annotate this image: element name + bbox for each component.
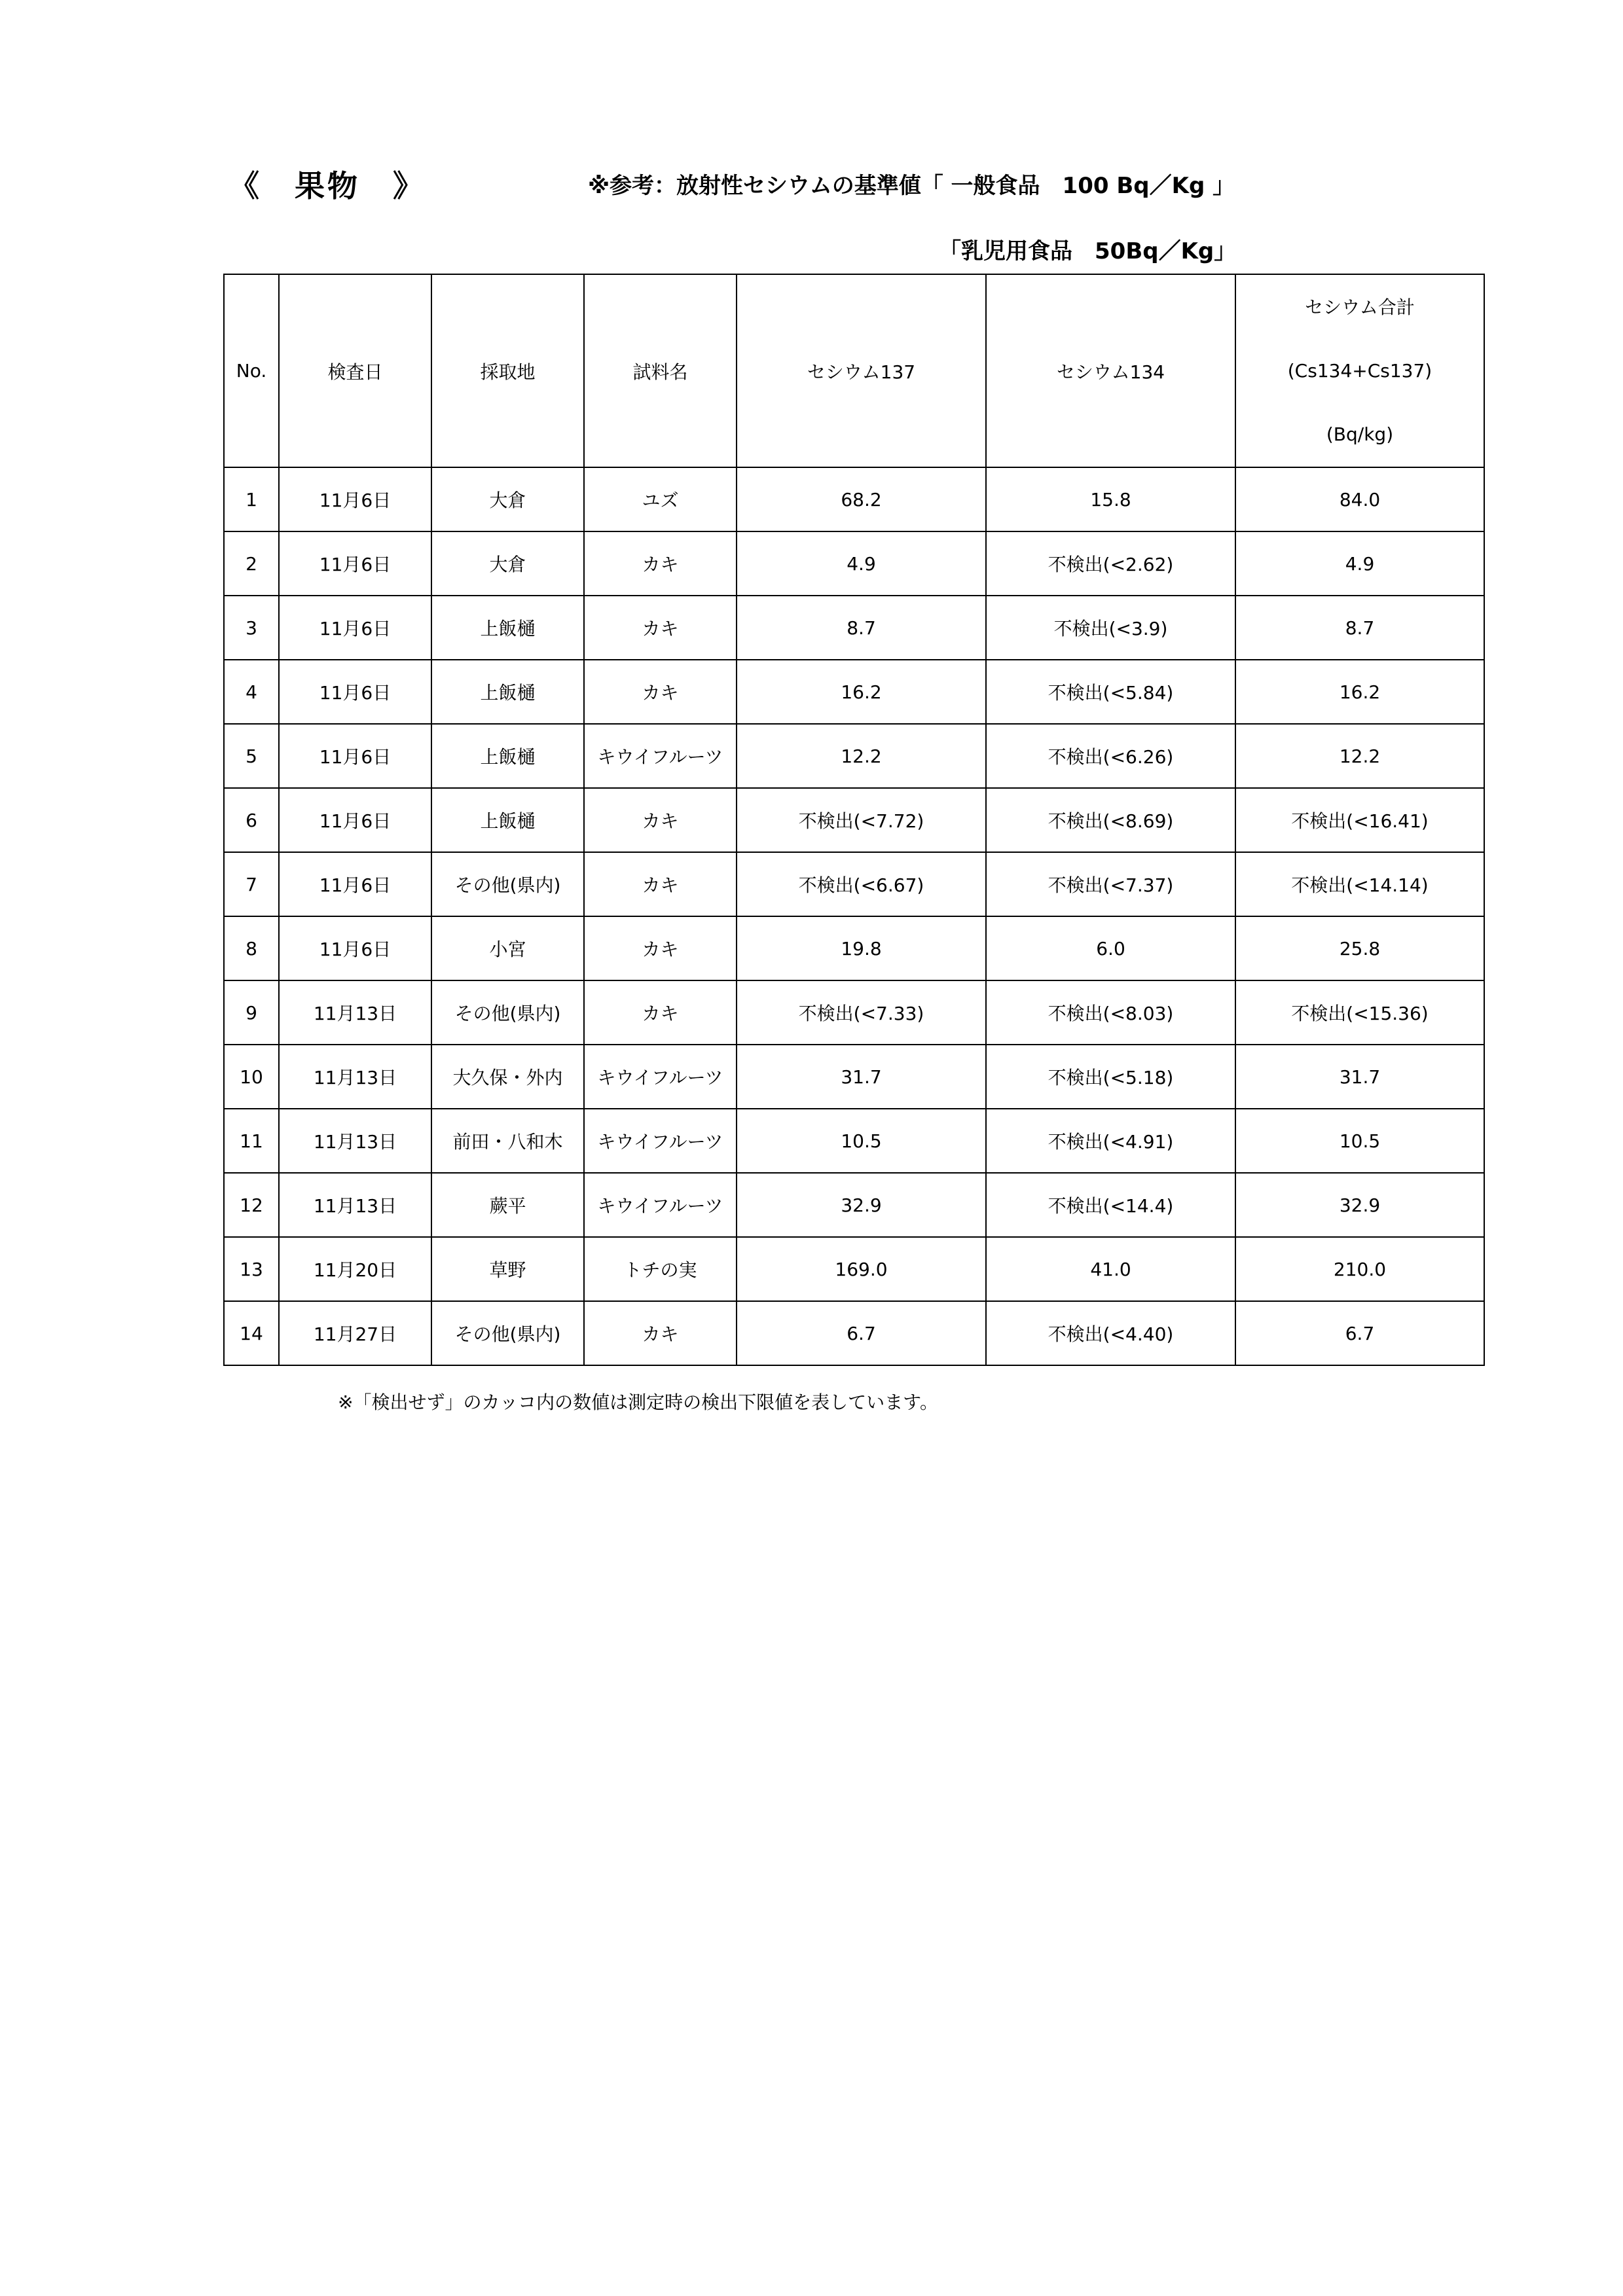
cell-cs137: 10.5	[737, 1109, 986, 1173]
cell-cs137: 169.0	[737, 1237, 986, 1301]
cell-cs137: 31.7	[737, 1045, 986, 1109]
cell-total: 31.7	[1235, 1045, 1484, 1109]
cell-total: 不検出(<14.14)	[1235, 852, 1484, 916]
header-cs134: セシウム134	[986, 274, 1235, 467]
cell-no: 13	[224, 1237, 279, 1301]
table-row	[224, 724, 1484, 788]
table-row	[224, 596, 1484, 660]
table-row	[224, 1109, 1484, 1173]
header-no: No.	[224, 274, 279, 467]
cell-total: 6.7	[1235, 1301, 1484, 1365]
header-sample: 試料名	[584, 274, 737, 467]
cell-no: 3	[224, 596, 279, 660]
cell-cs134: 不検出(<2.62)	[986, 531, 1235, 596]
cell-cs134: 不検出(<8.03)	[986, 980, 1235, 1045]
table-header-row	[224, 274, 1484, 467]
cell-no: 4	[224, 660, 279, 724]
header-total-formula: (Cs134+Cs137)	[1287, 360, 1432, 382]
cell-cs137: 不検出(<7.33)	[737, 980, 986, 1045]
cell-cs137: 不検出(<7.72)	[737, 788, 986, 852]
cell-location: 前田・八和木	[431, 1109, 584, 1173]
cell-no: 1	[224, 467, 279, 531]
cell-date: 11月6日	[279, 467, 431, 531]
cell-no: 5	[224, 724, 279, 788]
cell-total: 84.0	[1235, 467, 1484, 531]
cell-sample: カキ	[584, 660, 737, 724]
cell-no: 14	[224, 1301, 279, 1365]
cell-location: 上飯樋	[431, 660, 584, 724]
table-row	[224, 1173, 1484, 1237]
cell-no: 10	[224, 1045, 279, 1109]
cell-no: 9	[224, 980, 279, 1045]
cell-location: 上飯樋	[431, 596, 584, 660]
cell-total: 8.7	[1235, 596, 1484, 660]
cell-date: 11月6日	[279, 531, 431, 596]
cell-location: その他(県内)	[431, 980, 584, 1045]
cell-sample: キウイフルーツ	[584, 1109, 737, 1173]
cell-total: 10.5	[1235, 1109, 1484, 1173]
header-total	[1235, 274, 1484, 467]
table-row	[224, 916, 1484, 980]
cell-cs137: 4.9	[737, 531, 986, 596]
cell-location: 大久保・外内	[431, 1045, 584, 1109]
cell-no: 2	[224, 531, 279, 596]
cell-cs134: 不検出(<8.69)	[986, 788, 1235, 852]
cell-sample: カキ	[584, 531, 737, 596]
header-date: 検査日	[279, 274, 431, 467]
cell-sample: キウイフルーツ	[584, 724, 737, 788]
cell-date: 11月20日	[279, 1237, 431, 1301]
cell-sample: カキ	[584, 596, 737, 660]
cell-sample: キウイフルーツ	[584, 1173, 737, 1237]
reference-standard-general: ※参考：放射性セシウムの基準値「 一般食品 100 Bq／Kg 」	[588, 173, 1235, 199]
cell-total: 25.8	[1235, 916, 1484, 980]
table-row	[224, 660, 1484, 724]
cell-date: 11月6日	[279, 596, 431, 660]
cell-date: 11月6日	[279, 788, 431, 852]
cell-cs134: 不検出(<5.18)	[986, 1045, 1235, 1109]
cell-location: 大倉	[431, 467, 584, 531]
cell-date: 11月13日	[279, 1045, 431, 1109]
cell-cs137: 8.7	[737, 596, 986, 660]
header-location: 採取地	[431, 274, 584, 467]
table-row	[224, 1237, 1484, 1301]
footnote: ※「検出せず」のカッコ内の数値は測定時の検出下限値を表しています。	[338, 1391, 938, 1413]
cell-sample: キウイフルーツ	[584, 1045, 737, 1109]
cell-no: 6	[224, 788, 279, 852]
cell-location: その他(県内)	[431, 852, 584, 916]
cell-sample: ユズ	[584, 467, 737, 531]
cell-sample: カキ	[584, 788, 737, 852]
cell-cs134: 不検出(<5.84)	[986, 660, 1235, 724]
cell-sample: カキ	[584, 852, 737, 916]
table-row	[224, 531, 1484, 596]
cell-location: 大倉	[431, 531, 584, 596]
cell-location: 草野	[431, 1237, 584, 1301]
header-total-title: セシウム合計	[1305, 296, 1415, 318]
table-row	[224, 1301, 1484, 1365]
cell-total: 16.2	[1235, 660, 1484, 724]
cell-total: 12.2	[1235, 724, 1484, 788]
cell-cs137: 68.2	[737, 467, 986, 531]
cell-cs137: 不検出(<6.67)	[737, 852, 986, 916]
cell-total: 不検出(<15.36)	[1235, 980, 1484, 1045]
cell-date: 11月13日	[279, 1173, 431, 1237]
table-row	[224, 852, 1484, 916]
cell-date: 11月13日	[279, 1109, 431, 1173]
cell-no: 12	[224, 1173, 279, 1237]
cell-cs134: 15.8	[986, 467, 1235, 531]
cell-cs134: 不検出(<4.40)	[986, 1301, 1235, 1365]
cell-cs134: 6.0	[986, 916, 1235, 980]
page-title: 《 果物 》	[229, 168, 426, 204]
cell-date: 11月13日	[279, 980, 431, 1045]
cell-total: 210.0	[1235, 1237, 1484, 1301]
cell-no: 8	[224, 916, 279, 980]
header-total-unit: (Bq/kg)	[1326, 423, 1394, 445]
cell-cs137: 19.8	[737, 916, 986, 980]
cell-cs134: 41.0	[986, 1237, 1235, 1301]
cell-cs134: 不検出(<3.9)	[986, 596, 1235, 660]
cell-total: 32.9	[1235, 1173, 1484, 1237]
cell-location: その他(県内)	[431, 1301, 584, 1365]
cell-cs134: 不検出(<6.26)	[986, 724, 1235, 788]
reference-standard-infant: 「乳児用食品 50Bq／Kg」	[939, 238, 1237, 264]
table-row	[224, 788, 1484, 852]
cesium-results-table	[223, 274, 1485, 1366]
cell-sample: カキ	[584, 1301, 737, 1365]
cell-location: 上飯樋	[431, 724, 584, 788]
cell-no: 11	[224, 1109, 279, 1173]
header-cs137: セシウム137	[737, 274, 986, 467]
cell-date: 11月6日	[279, 660, 431, 724]
table-row	[224, 1045, 1484, 1109]
cell-cs137: 12.2	[737, 724, 986, 788]
cell-sample: カキ	[584, 916, 737, 980]
cell-location: 小宮	[431, 916, 584, 980]
cell-cs137: 32.9	[737, 1173, 986, 1237]
cell-location: 蕨平	[431, 1173, 584, 1237]
cell-total: 不検出(<16.41)	[1235, 788, 1484, 852]
cell-cs137: 16.2	[737, 660, 986, 724]
table-row	[224, 467, 1484, 531]
cell-sample: カキ	[584, 980, 737, 1045]
cell-date: 11月6日	[279, 852, 431, 916]
cell-sample: トチの実	[584, 1237, 737, 1301]
cell-cs137: 6.7	[737, 1301, 986, 1365]
cell-date: 11月6日	[279, 724, 431, 788]
cell-date: 11月6日	[279, 916, 431, 980]
cell-date: 11月27日	[279, 1301, 431, 1365]
table-body	[224, 467, 1484, 1365]
cell-cs134: 不検出(<7.37)	[986, 852, 1235, 916]
cell-cs134: 不検出(<4.91)	[986, 1109, 1235, 1173]
cell-total: 4.9	[1235, 531, 1484, 596]
cell-no: 7	[224, 852, 279, 916]
cell-location: 上飯樋	[431, 788, 584, 852]
cell-cs134: 不検出(<14.4)	[986, 1173, 1235, 1237]
table-row	[224, 980, 1484, 1045]
